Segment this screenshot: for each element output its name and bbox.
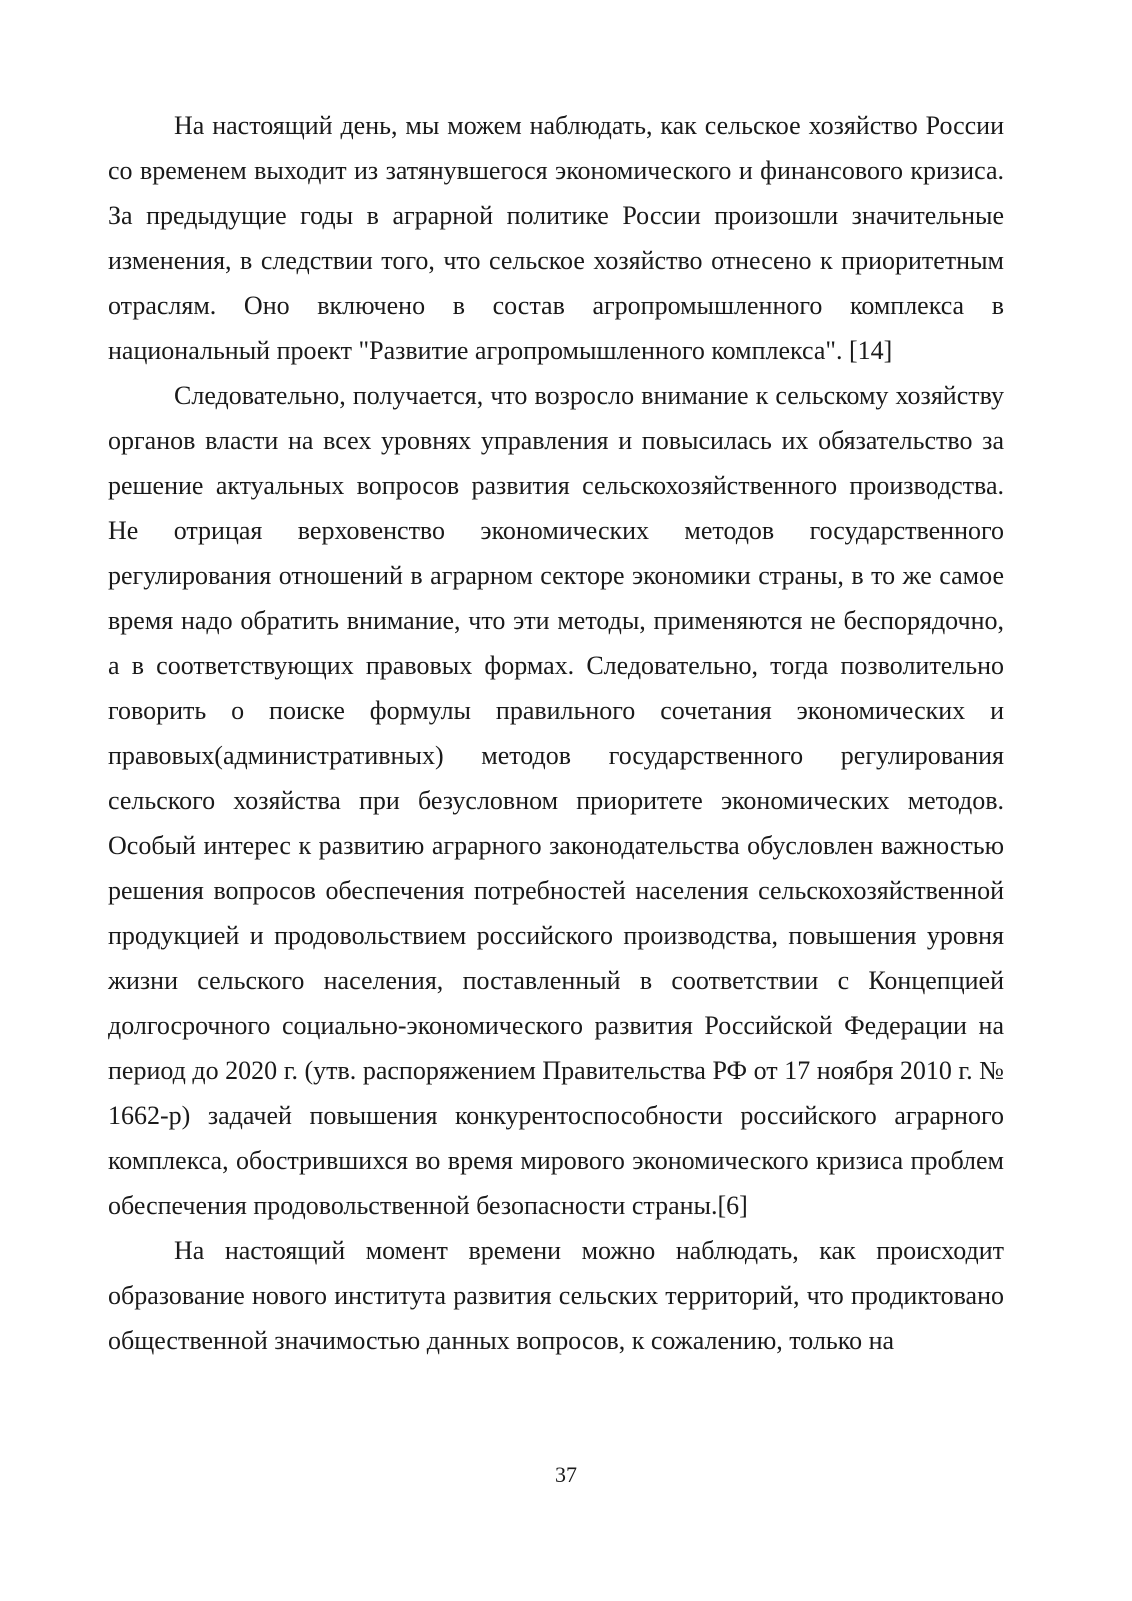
paragraph-agriculture-crisis: На настоящий день, мы можем наблюдать, как сельское хозяйство России со временем выходит из затянувшегося экономического и финансового кризиса. За предыдущие годы в аграрной политике России произошли значительные изменения, в следствии того, что сельское хозяйство отнесено к приоритетным отраслям. Оно включено в состав агропромышленного комплекса в национальный проект "Развитие агропромышленного комплекса". [14] (108, 111, 1004, 365)
paragraph-state-regulation: Следовательно, получается, что возросло внимание к сельскому хозяйству органов власти на всех уровнях управления и повысилась их обязательство за решение актуальных вопросов развития сельскохозяйственного производства. Не отрицая верховенство экономических методов государственного регулирования отношений в аграрном секторе экономики страны, в то же самое время надо обратить внимание, что эти методы, применяются не беспорядочно, а в соответствующих правовых формах. Следовательно, тогда позволительно говорить о поиске формулы правильного сочетания экономических и правовых(административных) методов государственного регулирования сельского хозяйства при безусловном приоритете экономических методов. Особый интерес к развитию аграрного законодательства обусловлен важностью решения вопросов обеспечения потребностей населения сельскохозяйственной продукцией и продовольствием российского производства, повышения уровня жизни сельского населения, поставленный в соответствии с Концепцией долгосрочного социально-экономического развития Российской Федерации на период до 2020 г. (утв. распоряжением Правительства РФ от 17 ноября 2010 г. № 1662-р) задачей повышения конкурентоспособности российского аграрного комплекса, обострившихся во время мирового экономического кризиса проблем обеспечения продовольственной безопасности страны.[6] (108, 381, 1004, 1220)
page-number: 37 (555, 1462, 577, 1487)
body-text (108, 103, 1004, 1363)
paragraph-rural-development: На настоящий момент времени можно наблюдать, как происходит образование нового института развития сельских территорий, что продиктовано общественной значимостью данных вопросов, к сожалению, только на (108, 1236, 1004, 1355)
